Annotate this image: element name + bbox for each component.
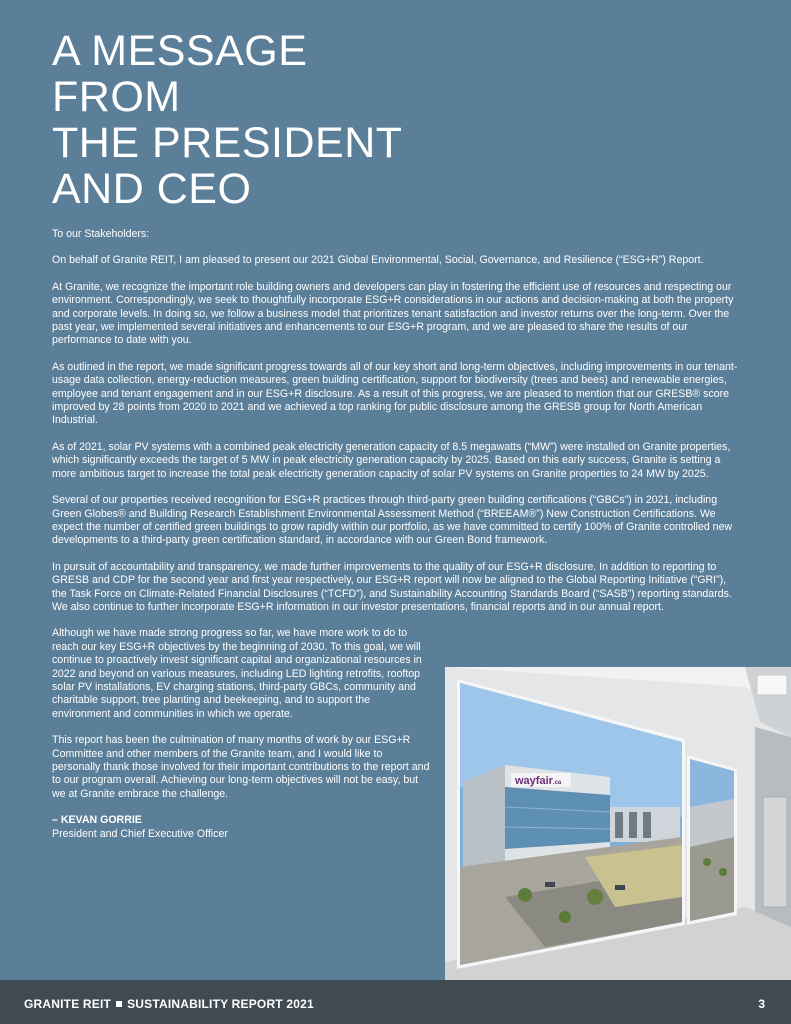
footer-separator-icon xyxy=(116,1001,122,1007)
greeting: To our Stakeholders: xyxy=(52,228,150,240)
office-photo-illustration xyxy=(445,667,791,980)
title-line-4: AND CEO xyxy=(52,165,252,213)
paragraph-solar: As of 2021, solar PV systems with a combined peak electricity generation capacity of 8.5 megawatts (“MW”) were installed on Granite properties, which significantly exceeds the target of 5 MW in peak electricity generation capacity by 2025. Based on this early success, Granite is setting a more ambitious target to increase the total peak electricity generation capacity of solar PV systems on Granite properties to 24 MW by 2025. xyxy=(52,440,731,480)
title-line-2: FROM xyxy=(52,73,181,121)
framed-photo-small xyxy=(687,755,737,925)
paragraph-certifications: Several of our properties received recognition for ESG+R practices through third-party green building certifications (“GBCs”) in 2021, including Green Globes® and Building Research Establishment Environmental Assessment Method (“BREEAM®”) New Construction Certifications. We expect the number of certified green buildings to grow rapidly within our portfolio, as we have committed to certify 100% of Granite controlled new developments to a third-party green certification standard, in accordance with our Green Bond framework. xyxy=(52,494,733,547)
page-title xyxy=(52,28,403,212)
paragraph-objectives: Although we have made strong progress so far, we have more work to do to reach our key ESG+R objectives by the beginning of 2030. To this goal, we will continue to proactively invest significant capital and organizational resources in 2022 and beyond on various measures, including LED lighting retrofits, rooftop solar PV installations, EV charging stations, third-party GBCs, community and charitable support, tree planting and beekeeping, and to support the environment and communities in which we operate. xyxy=(52,627,422,720)
page-footer xyxy=(0,980,791,1024)
title-line-1: A MESSAGE xyxy=(52,27,308,75)
page-number: 3 xyxy=(758,997,765,1011)
paragraph-disclosure: In pursuit of accountability and transparency, we made further improvements to the quality of our ESG+R disclosure. In addition to reporting to GRESB and CDP for the second year and first year respectively, our ESG+R report will now be aligned to the Global Reporting Initiative (“GRI”), the Task Force on Climate-Related Financial Disclosures (“TCFD”), and Sustainability Accounting Standards Board (“SASB”) reporting standards. We also continue to further incorporate ESG+R information in our investor presentations, financial reports and in our annual report. xyxy=(52,560,732,613)
paragraph-recognize: At Granite, we recognize the important role building owners and developers can play in fostering the efficient use of resources and respecting our environment. Correspondingly, we seek to thoughtfully incorporate ESG+R considerations in our actions and decision-making at both the property and corporate levels. In doing so, we follow a business model that prioritizes tenant satisfaction and investor returns over the long-term. Over the past year, we implemented several initiatives and enhancements to our ESG+R program, and we are pleased to share the results of our performance to date with you. xyxy=(52,280,734,347)
paragraph-intro: On behalf of Granite REIT, I am pleased to present our 2021 Global Environmental, Social, Governance, and Resilience (“ESG+R”) Report. xyxy=(52,254,704,267)
wayfair-sign: wayfair.ca xyxy=(515,775,562,787)
footer-label xyxy=(24,997,314,1011)
signature-name: – KEVAN GORRIE xyxy=(52,814,142,827)
footer-report-name: SUSTAINABILITY REPORT 2021 xyxy=(127,997,314,1011)
title-line-3: THE PRESIDENT xyxy=(52,119,403,167)
signature-block xyxy=(52,814,430,841)
footer-company: GRANITE REIT xyxy=(24,997,112,1011)
paragraph-progress: As outlined in the report, we made significant progress towards all of our key short and long-term objectives, including improvements in our tenant-usage data collection, energy-reduction measures, green building certification, support for biodiversity (trees and bees) and renewable energies, employee and tenant engagement and in our ESG+R disclosure. As a result of this progress, we are pleased to mention that our GRESB® score improved by 28 points from 2020 to 2021 and we achieved a top ranking for public disclosure among the GRESB group for North American Industrial. xyxy=(52,360,738,427)
signature-title: President and Chief Executive Officer xyxy=(52,827,228,840)
paragraph-thanks: This report has been the culmination of many months of work by our ESG+R Committee and other members of the Granite team, and I would like to personally thank those involved for their important contributions to the report and to our program overall. Achieving our long-term objectives will not be easy, but we at Granite embrace the challenge. xyxy=(52,734,430,800)
office-photo xyxy=(445,667,791,980)
